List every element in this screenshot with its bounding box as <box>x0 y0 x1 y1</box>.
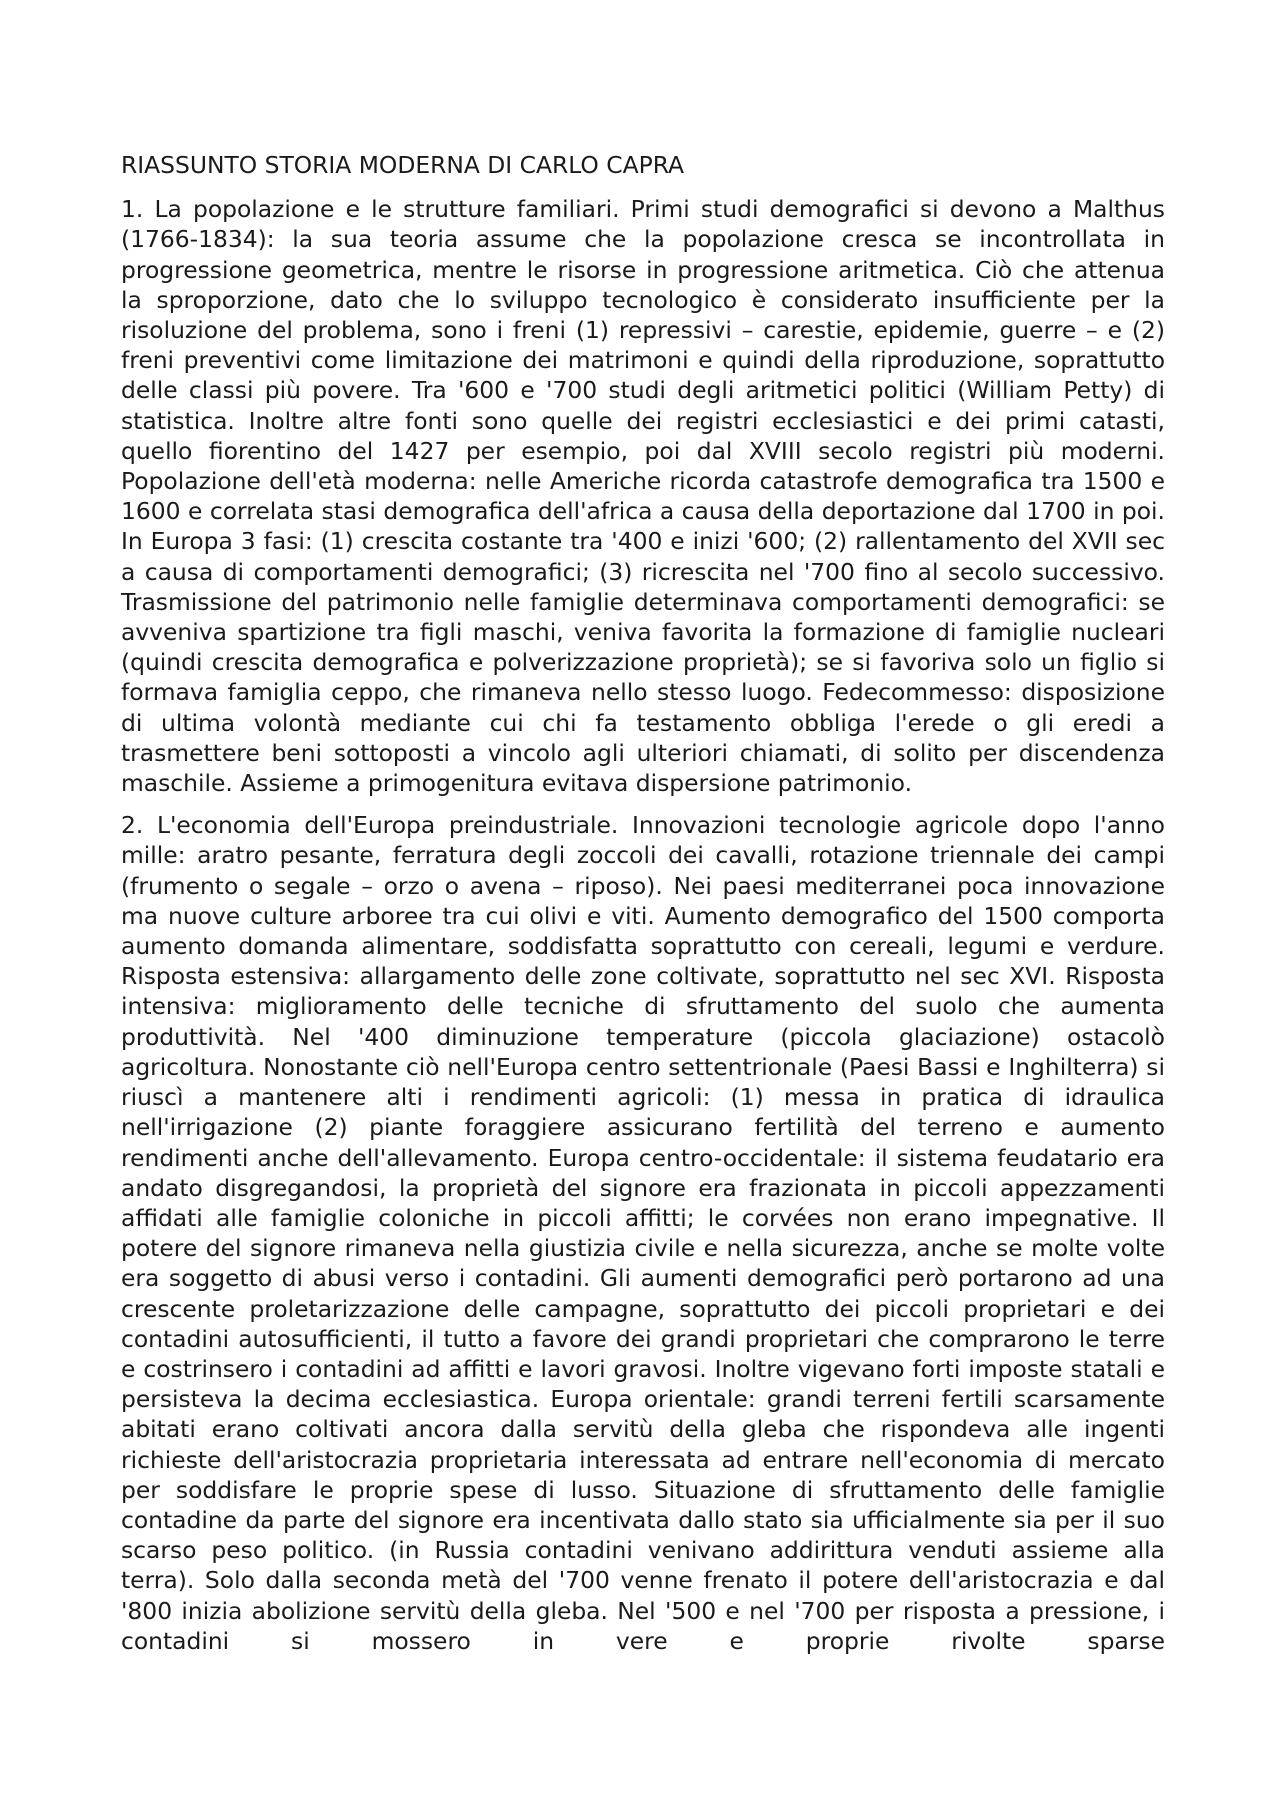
document-title: RIASSUNTO STORIA MODERNA DI CARLO CAPRA <box>121 151 685 179</box>
paragraph-economy: 2. L'economia dell'Europa preindustriale. Innovazioni tecnologie agricole dopo l'anno mille: aratro pesante, ferratura degli zoccoli dei cavalli, rotazione triennale dei campi (frumento o segale – orzo o avena – riposo). Nei paesi mediterranei poca innovazione ma nuove culture arboree tra cui olivi e viti. Aumento demografico del 1500 comporta aumento domanda alimentare, soddisfatta soprattutto con cereali, legumi e verdure. Risposta estensiva: allargamento delle zone coltivate, soprattutto nel sec XVI. Risposta intensiva: miglioramento delle tecniche di sfruttamento del suolo che aumenta produttività. Nel '400 diminuzione temperature (piccola glaciazione) ostacolò agricoltura. Nonostante ciò nell'Europa centro settentrionale (Paesi Bassi e Inghilterra) si riuscì a mantenere alti i rendimenti agricoli: (1) messa in pratica di idraulica nell'irrigazione (2) piante foraggiere assicurano fertilità del terreno e aumento rendimenti anche dell'allevamento. Europa centro-occidentale: il sistema feudatario era andato disgregandosi, la proprietà del signore era frazionata in piccoli appezzamenti affidati alle famiglie coloniche in piccoli affitti; le corvées non erano impegnative. Il potere del signore rimaneva nella giustizia civile e nella sicurezza, anche se molte volte era soggetto di abusi verso i contadini. Gli aumenti demografici però portarono ad una crescente proletarizzazione delle campagne, soprattutto dei piccoli proprietari e dei contadini autosufficienti, il tutto a favore dei grandi proprietari che comprarono le terre e costrinsero i contadini ad affitti e lavori gravosi. Inoltre vigevano forti imposte statali e persisteva la decima ecclesiastica. Europa orientale: grandi terreni fertili scarsamente abitati erano coltivati ancora dalla servitù della gleba che rispondeva alle ingenti richieste dell'aristocrazia proprietaria interessata ad entrare nell'economia di mercato per soddisfare le proprie spese di lusso. Situazione di sfruttamento delle famiglie contadine da parte del signore era incentivata dallo stato sia ufficialmente sia per il suo scarso peso politico. (in Russia contadini venivano addirittura venduti assieme alla terra). Solo dalla seconda metà del '700 venne frenato il potere dell'aristocrazia e dal '800 inizia abolizione servitù della gleba. Nel '500 e nel '700 per risposta a pressione, i contadini si mossero in vere e proprie rivolte sparse <box>121 811 1165 1655</box>
paragraph-population: 1. La popolazione e le strutture familiari. Primi studi demografici si devono a Malthus (1766-1834): la sua teoria assume che la popolazione cresca se incontrollata in progressione geometrica, mentre le risorse in progressione aritmetica. Ciò che attenua la sproporzione, dato che lo sviluppo tecnologico è considerato insufficiente per la risoluzione del problema, sono i freni (1) repressivi – carestie, epidemie, guerre – e (2) freni preventivi come limitazione dei matrimoni e quindi della riproduzione, soprattutto delle classi più povere. Tra '600 e '700 studi degli aritmetici politici (William Petty) di statistica. Inoltre altre fonti sono quelle dei registri ecclesiastici e dei primi catasti, quello fiorentino del 1427 per esempio, poi dal XVIII secolo registri più moderni. Popolazione dell'età moderna: nelle Americhe ricorda catastrofe demografica tra 1500 e 1600 e correlata stasi demografica dell'africa a causa della deportazione dal 1700 in poi. In Europa 3 fasi: (1) crescita costante tra '400 e inizi '600; (2) rallentamento del XVII sec a causa di comportamenti demografici; (3) ricrescita nel '700 fino al secolo successivo. Trasmissione del patrimonio nelle famiglie determinava comportamenti demografici: se avveniva spartizione tra figli maschi, veniva favorita la formazione di famiglie nucleari (quindi crescita demografica e polverizzazione proprietà); se si favoriva solo un figlio si formava famiglia ceppo, che rimaneva nello stesso luogo. Fedecommesso: disposizione di ultima volontà mediante cui chi fa testamento obbliga l'erede o gli eredi a trasmettere beni sottoposti a vincolo agli ulteriori chiamati, di solito per discendenza maschile. Assieme a primogenitura evitava dispersione patrimonio. <box>121 195 1165 798</box>
document-body <box>121 150 1165 1656</box>
